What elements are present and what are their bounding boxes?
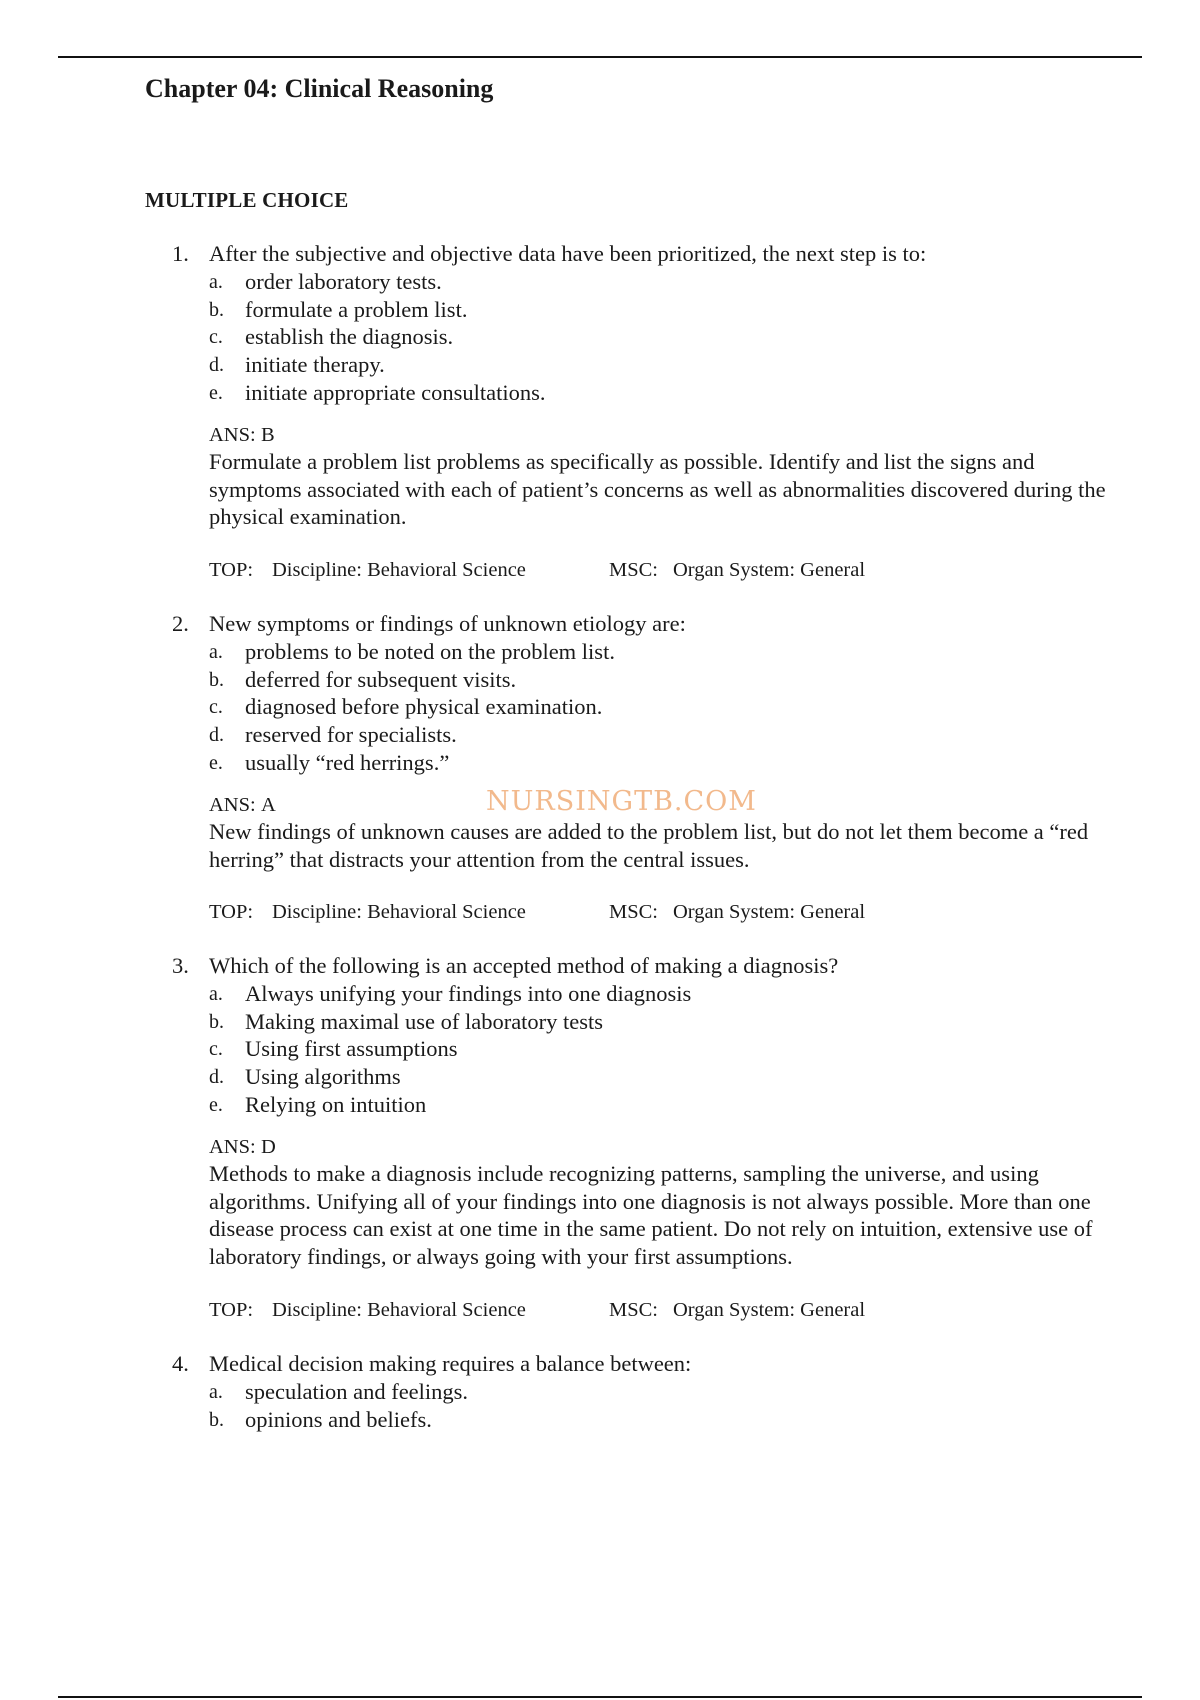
top-rule [58,56,1142,58]
option-text: Relying on intuition [245,1091,427,1117]
option-text: order laboratory tests. [245,269,442,294]
rationale: Methods to make a diagnosis include recognizing patterns, sampling the universe, and using algorithms. Unifying all of your findings into one diagnosis is not always possible. More than one disease process can exist at one time in the same patient. Do not rely on intuition, extensive use of laboratory findings, or always going with your first assumptions. [209,1161,1093,1269]
question-stem: Which of the following is an accepted method of making a diagnosis? [209,953,839,978]
top-value: Discipline: Behavioral Science [272,901,526,923]
option-text: opinions and beliefs. [245,1406,432,1432]
top-label: TOP: [209,1299,254,1321]
chapter-title: Chapter 04: Clinical Reasoning [145,74,494,103]
option-text: diagnosed before physical examination. [245,694,603,720]
msc-label: MSC: [609,559,658,581]
option-text: speculation and feelings. [245,1379,469,1404]
option-letter: b. [209,668,224,691]
option-text: problems to be noted on the problem list. [245,639,615,664]
metadata-line [209,556,865,584]
answer-value: A [261,794,276,816]
answer-value: D [261,1136,276,1158]
answer-line [209,1133,276,1161]
option-text: usually “red herrings.” [245,749,450,775]
question-stem: After the subjective and objective data have been prioritized, the next step is to: [209,241,927,266]
answer-label: ANS: [209,794,256,816]
option-letter: a. [209,983,223,1005]
option-letter: d. [209,724,224,747]
option-letter: a. [209,1381,223,1403]
question-stem: Medical decision making requires a balance between: [209,1351,692,1376]
option-text: establish the diagnosis. [245,324,454,350]
option-letter: c. [209,1038,223,1061]
question-number: 4. [172,1351,189,1376]
answer-label: ANS: [209,424,256,446]
msc-label: MSC: [609,901,658,923]
question-number: 2. [172,611,189,636]
option-text: Using algorithms [245,1064,401,1090]
answer-label: ANS: [209,1136,256,1158]
rationale: New findings of unknown causes are added to the problem list, but do not let them become a “red herring” that distracts your attention from the central issues. [209,819,1089,872]
answer-line [209,421,275,449]
option-letter: b. [209,1408,224,1431]
option-letter: e. [209,1093,223,1116]
metadata-line [209,1296,865,1324]
option-text: Using first assumptions [245,1036,458,1062]
option-letter: b. [209,298,224,321]
top-value: Discipline: Behavioral Science [272,1299,526,1321]
option-letter: b. [209,1010,224,1033]
answer-value: B [261,424,275,446]
bottom-rule [58,1696,1142,1698]
option-letter: d. [209,1066,224,1089]
msc-value: Organ System: General [673,901,866,923]
msc-label: MSC: [609,1299,658,1321]
option-letter: e. [209,381,223,404]
option-text: formulate a problem list. [245,296,468,322]
question-number: 1. [172,241,189,266]
top-label: TOP: [209,559,254,581]
top-label: TOP: [209,901,254,923]
question-stem: New symptoms or findings of unknown etiology are: [209,611,686,636]
option-text: initiate appropriate consultations. [245,379,546,405]
option-text: initiate therapy. [245,352,385,378]
option-text: Always unifying your findings into one diagnosis [245,981,692,1006]
option-letter: c. [209,696,223,719]
option-text: Making maximal use of laboratory tests [245,1008,604,1034]
option-letter: a. [209,641,223,663]
option-letter: c. [209,326,223,349]
rationale: Formulate a problem list problems as specifically as possible. Identify and list the signs and symptoms associated with each of patient’s concerns as well as abnormalities discovered during the physical examination. [209,449,1106,530]
option-letter: d. [209,354,224,377]
metadata-line [209,898,865,926]
answer-line [209,791,276,819]
section-heading: MULTIPLE CHOICE [145,188,349,212]
option-text: reserved for specialists. [245,722,457,748]
option-text: deferred for subsequent visits. [245,666,517,692]
question-number: 3. [172,953,189,978]
option-letter: a. [209,271,223,293]
top-value: Discipline: Behavioral Science [272,559,526,581]
msc-value: Organ System: General [673,1299,866,1321]
msc-value: Organ System: General [673,559,866,581]
option-letter: e. [209,751,223,774]
watermark: NURSINGTB.COM [486,786,757,817]
